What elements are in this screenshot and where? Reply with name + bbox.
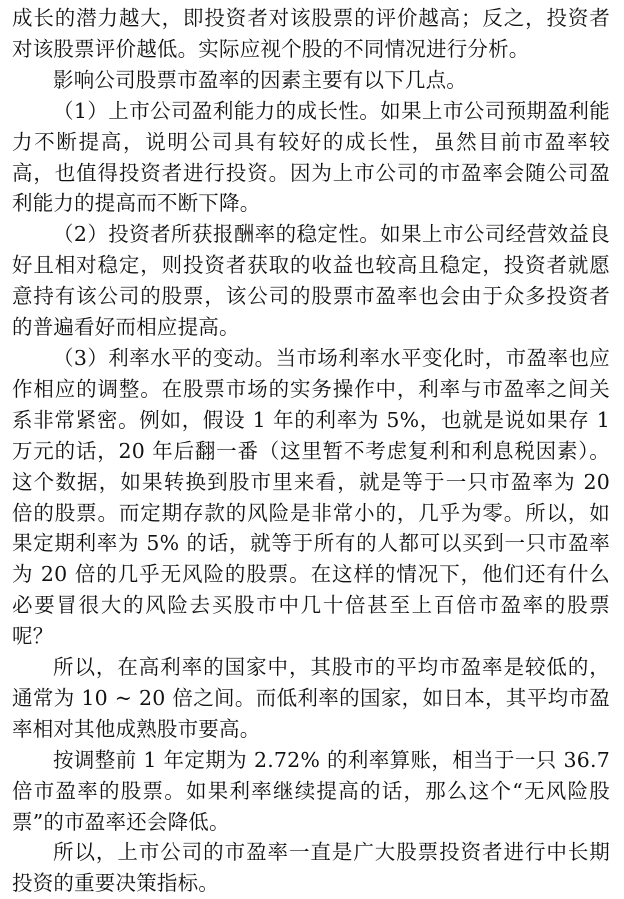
paragraph-factor-3: （3）利率水平的变动。当市场利率水平变化时，市盈率也应作相应的调整。在股票市场的实务操作中，利率与市盈率之间关系非常紧密。例如，假设 1 年的利率为 5%，也就是说如果存 1 万元的话，20 年后翻一番（这里暂不考虑复利和利息税因素）。这个数据，如果转换到股市里来看，就是等于一只市盈率为 20 倍的股票。而定期存款的风险是非常小的，几乎为零。所以，如果定期利率为 5% 的话，就等于所有的人都可以买到一只市盈率为 20 倍的几乎无风险的股票。在这样的情况下，他们还有什么必要冒很大的风险去买股市中几十倍甚至上百倍市盈率的股票呢？	[12, 345, 610, 649]
paragraph-factors-intro: 影响公司股票市盈率的因素主要有以下几点。	[53, 67, 467, 92]
paragraph-high-rate-countries: 所以，在高利率的国家中，其股市的平均市盈率是较低的，通常为 10 ~ 20 倍之间。而低利率的国家，如日本，其平均市盈率相对其他成熟股市要高。	[12, 655, 610, 741]
paragraph-factor-2: （2）投资者所获报酬率的稳定性。如果上市公司经营效益良好且相对稳定，则投资者获取的收益也较高且稳定，投资者就愿意持有该公司的股票，该公司的股票市盈率也会由于众多投资者的普遍看好而相应提高。	[12, 222, 610, 340]
paragraph-conclusion: 所以，上市公司的市盈率一直是广大股票投资者进行中长期投资的重要决策指标。	[12, 840, 610, 896]
paragraph-continuation: 成长的潜力越大，即投资者对该股票的评价越高；反之，投资者对该股票评价越低。实际应视个股的不同情况进行分析。	[12, 6, 610, 61]
paragraph-factor-1: （1）上市公司盈利能力的成长性。如果上市公司预期盈利能力不断提高，说明公司具有较好的成长性，虽然目前市盈率较高，也值得投资者进行投资。因为上市公司的市盈率会随公司盈利能力的提高而不断下降。	[12, 98, 610, 216]
paragraph-rate-calculation: 按调整前 1 年定期为 2.72% 的利率算账，相当于一只 36.7 倍市盈率的股票。如果利率继续提高的话，那么这个“无风险股票”的市盈率还会降低。	[12, 747, 610, 834]
